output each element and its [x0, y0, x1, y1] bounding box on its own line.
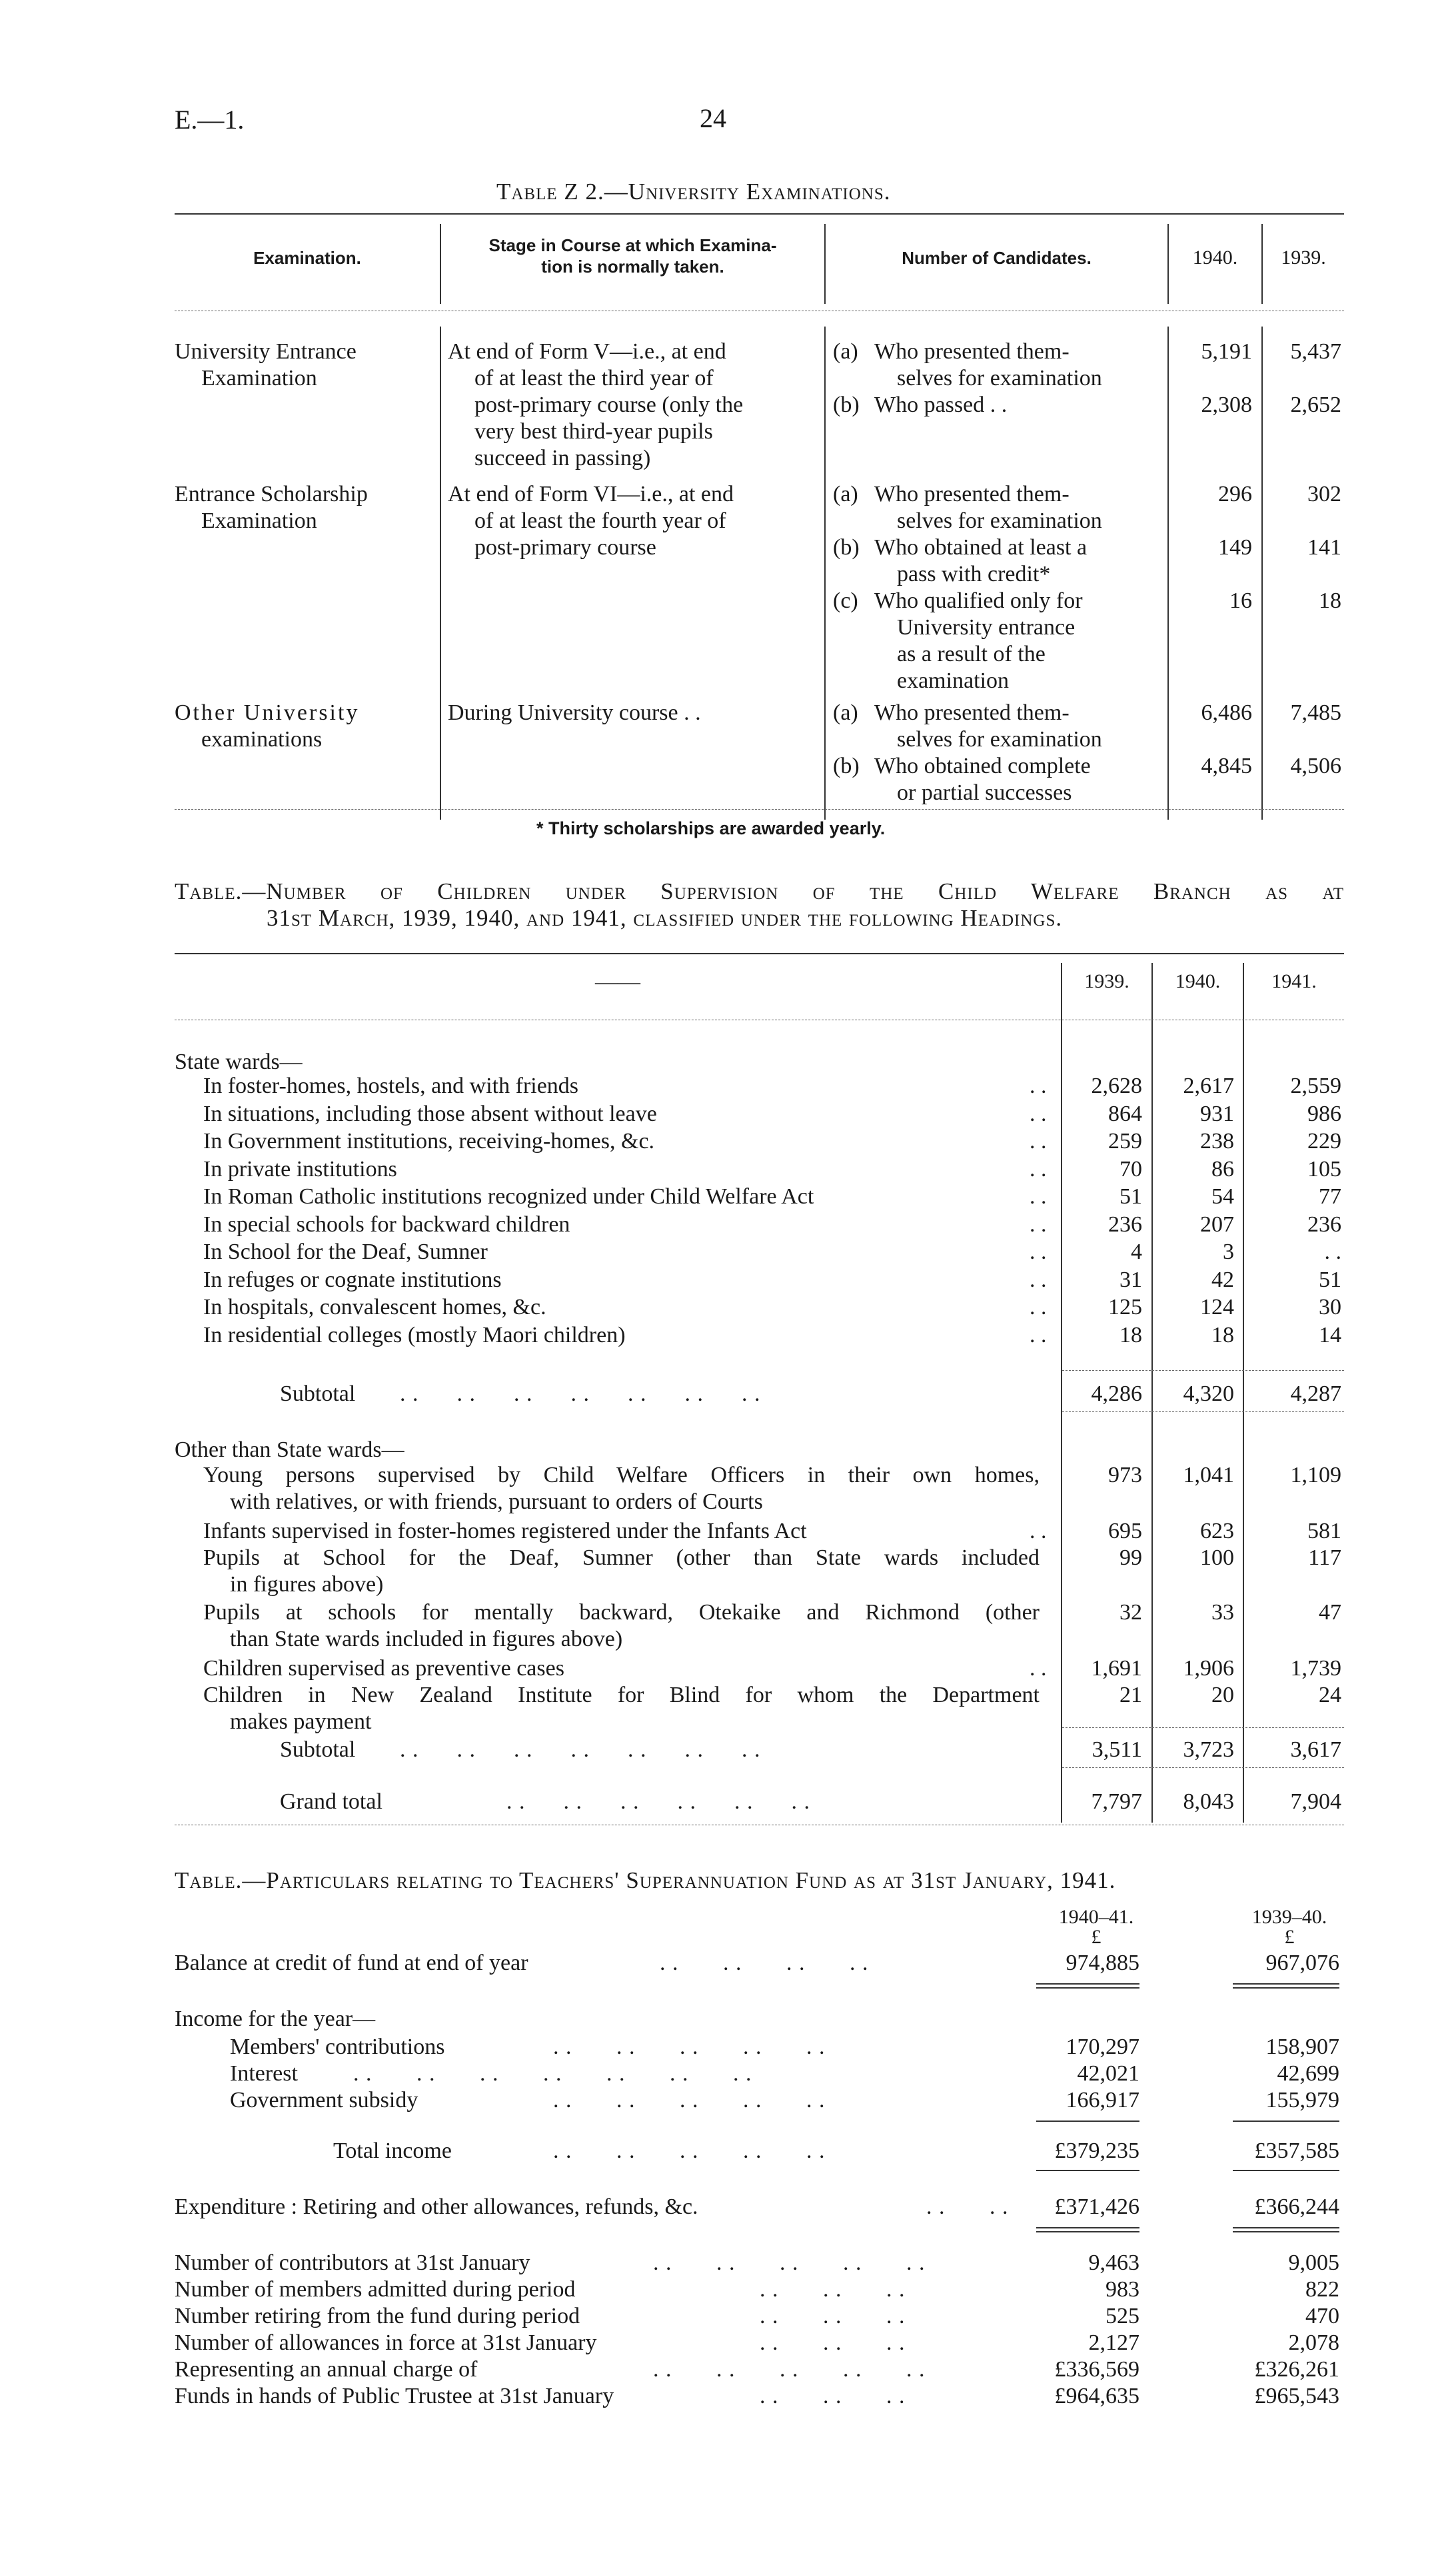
- leader-dots: . .: [1030, 1295, 1047, 1319]
- leader-dots: . .: [1030, 1519, 1047, 1543]
- row-label: In private institutions: [203, 1157, 397, 1182]
- value-1940: 2,308: [1201, 393, 1252, 417]
- table-z2-footnote: * Thirty scholarships are awarded yearly.: [536, 818, 886, 838]
- row-label: In foster-homes, hostels, and with friends: [203, 1074, 579, 1098]
- leader-dots: . . . . . . . . . .: [553, 2088, 826, 2113]
- value-1941: 51: [1319, 1268, 1341, 1292]
- row-label: Interest: [230, 2061, 298, 2086]
- value-1939: 302: [1307, 482, 1341, 506]
- double-rule: [1036, 1983, 1139, 1985]
- value-1939-40: £357,585: [1254, 2138, 1339, 2163]
- leader-dots: . .: [1030, 1323, 1047, 1347]
- exam-name-line: examinations: [201, 727, 323, 752]
- value-1940: 3: [1223, 1240, 1234, 1264]
- item-label: (c): [833, 588, 858, 613]
- item-text-line: Who obtained at least a: [874, 535, 1088, 560]
- row-label-line: Children supervised as preventive cases: [203, 1656, 564, 1681]
- col-header-1941: 1941.: [1271, 970, 1317, 992]
- leader-dots: . .: [1030, 1268, 1047, 1292]
- item-label: (b): [833, 754, 860, 778]
- item-text: [874, 481, 1102, 534]
- value-1940: 238: [1200, 1129, 1234, 1154]
- child-welfare-title-line1: Table.—Number of Children under Supervision of the Child Welfare Branch as at: [175, 878, 1344, 904]
- item-text-line: as a result of the: [897, 642, 1046, 666]
- value-1939: 1,691: [1091, 1656, 1142, 1681]
- row-label-line: Pupils at School for the Deaf, Sumner (other than State wards included: [203, 1545, 1040, 1570]
- exam-row-1: [175, 339, 357, 392]
- col-header-1940: 1940.: [1175, 970, 1221, 992]
- row-label: In residential colleges (mostly Maori children): [203, 1323, 626, 1347]
- leader-dots: . .: [1030, 1212, 1047, 1237]
- value-1939: 7,485: [1290, 700, 1341, 725]
- item-text-line: selves for examination: [897, 727, 1102, 752]
- value-1941: 986: [1307, 1102, 1341, 1126]
- page-ref: E.—1.: [175, 105, 245, 135]
- row-label: In refuges or cognate institutions: [203, 1268, 502, 1292]
- exam-row-2: [175, 481, 368, 534]
- leader-dots: . . . . . . . .: [660, 1951, 869, 1975]
- col-header-1939-40: 1939–40.: [1251, 1906, 1327, 1928]
- single-rule: [1036, 2170, 1139, 2171]
- leader-dots: . . . . . . . . . . . . . .: [353, 2061, 752, 2086]
- value-1940: 124: [1200, 1295, 1234, 1319]
- stage-row-1: [448, 339, 743, 472]
- leader-dots: . .: [1030, 1656, 1047, 1681]
- col-header-1939: 1939.: [1281, 247, 1326, 269]
- value-1940-41: 983: [1105, 2277, 1139, 2302]
- leader-dots: . . . . . .: [760, 2304, 906, 2328]
- item-label: (a): [833, 482, 858, 506]
- value-1940: 20: [1211, 1683, 1234, 1707]
- single-rule: [1233, 2121, 1339, 2122]
- item-text: [874, 588, 1083, 694]
- row-label-line: Infants supervised in foster-homes registered under the Infants Act: [203, 1519, 807, 1543]
- value-1940-41: 2,127: [1088, 2330, 1139, 2355]
- income-heading: Income for the year—: [175, 2007, 376, 2031]
- stage-line: very best third-year pupils: [474, 419, 713, 444]
- row-label: Number of allowances in force at 31st January: [175, 2330, 597, 2355]
- value-1940: 42: [1211, 1268, 1234, 1292]
- value-1939: 18: [1319, 588, 1341, 613]
- state-subtotal-1941: 4,287: [1290, 1381, 1341, 1406]
- grand-total-1941: 7,904: [1290, 1789, 1341, 1814]
- item-text-line: or partial successes: [897, 780, 1072, 805]
- value-1940: 6,486: [1201, 700, 1252, 725]
- subtotal-label: Subtotal: [280, 1737, 356, 1762]
- row-label: Total income: [333, 2138, 452, 2163]
- value-1941: 105: [1307, 1157, 1341, 1182]
- stage-line: of at least the third year of: [474, 366, 714, 391]
- value-1941: 30: [1319, 1295, 1341, 1319]
- grand-total-label: Grand total: [280, 1789, 382, 1814]
- item-text: [874, 753, 1091, 806]
- col-header-1939: 1939.: [1084, 970, 1129, 992]
- exam-name-line: University Entrance: [175, 339, 357, 364]
- grand-total-1939: 7,797: [1091, 1789, 1142, 1814]
- exam-name-line: Examination: [201, 508, 317, 533]
- other-subtotal-1939: 3,511: [1092, 1737, 1142, 1762]
- other-subtotal-1940: 3,723: [1183, 1737, 1234, 1762]
- item-text: [874, 534, 1087, 588]
- value-1941: 77: [1319, 1184, 1341, 1209]
- value-1940: 18: [1211, 1323, 1234, 1347]
- row-label: Representing an annual charge of: [175, 2357, 478, 2382]
- double-rule: [1036, 1987, 1139, 1989]
- exam-name-line: Entrance Scholarship: [175, 482, 368, 506]
- stage-line: At end of Form VI—i.e., at end: [448, 482, 734, 506]
- value-1939: 2,652: [1290, 393, 1341, 417]
- stage-row-2: [448, 481, 734, 561]
- value-1939: 236: [1108, 1212, 1142, 1237]
- value-1940: 100: [1200, 1545, 1234, 1570]
- value-1939-40: £965,543: [1254, 2384, 1339, 2408]
- leader-dots: . . . . . . . . . .: [653, 2250, 926, 2275]
- row-label: Funds in hands of Public Trustee at 31st January: [175, 2384, 614, 2408]
- col-header-blank: ——: [595, 970, 640, 994]
- row-label: Members' contributions: [230, 2035, 445, 2059]
- table-z2-title: Table Z 2.—University Examinations.: [496, 179, 891, 205]
- value-1941: . .: [1324, 1240, 1341, 1264]
- item-text-line: Who presented them-: [874, 700, 1070, 725]
- value-1940: 207: [1200, 1212, 1234, 1237]
- value-1940: 1,906: [1183, 1656, 1234, 1681]
- value-1940: 33: [1211, 1600, 1234, 1625]
- leader-dots: . .: [1030, 1129, 1047, 1154]
- value-1940-41: 974,885: [1066, 1951, 1139, 1975]
- row-label-line: Young persons supervised by Child Welfare Officers in their own homes,: [203, 1463, 1040, 1487]
- value-1941: 117: [1308, 1545, 1341, 1570]
- leader-dots: . .: [1030, 1102, 1047, 1126]
- value-1939: 31: [1119, 1268, 1142, 1292]
- stage-line: During University course . .: [448, 700, 701, 725]
- state-subtotal-1940: 4,320: [1183, 1381, 1234, 1406]
- value-1940: 54: [1211, 1184, 1234, 1209]
- value-1940: 16: [1229, 588, 1252, 613]
- row-label: Government subsidy: [230, 2088, 418, 2113]
- state-subtotal-1939: 4,286: [1091, 1381, 1142, 1406]
- row-label-line: Children in New Zealand Institute for Blind for whom the Department: [203, 1683, 1040, 1707]
- value-1939: 21: [1119, 1683, 1142, 1707]
- other-wards-heading: Other than State wards—: [175, 1437, 404, 1462]
- exam-row-3: [175, 700, 359, 753]
- item-text-line: Who presented them-: [874, 482, 1070, 506]
- col-header-stage-line2: tion is normally taken.: [541, 257, 724, 277]
- value-1940: 296: [1218, 482, 1252, 506]
- value-1940-41: 170,297: [1066, 2035, 1139, 2059]
- value-1940-41: 42,021: [1077, 2061, 1139, 2086]
- item-text-line: selves for examination: [897, 366, 1102, 391]
- item-label: (a): [833, 700, 858, 725]
- double-rule: [1036, 2227, 1139, 2228]
- row-label: Number of contributors at 31st January: [175, 2250, 530, 2275]
- item-text-line: Who passed . .: [874, 393, 1008, 417]
- value-1939: 141: [1307, 535, 1341, 560]
- value-1941: 581: [1307, 1519, 1341, 1543]
- value-1939-40: £326,261: [1254, 2357, 1339, 2382]
- value-1939: 4,506: [1290, 754, 1341, 778]
- child-welfare-title-line2: 31st March, 1939, 1940, and 1941, classified under the following Headings.: [267, 905, 1063, 931]
- value-1939-40: £366,244: [1254, 2194, 1339, 2219]
- value-1939-40: 967,076: [1265, 1951, 1339, 1975]
- value-1940-41: 166,917: [1066, 2088, 1139, 2113]
- item-text: [874, 700, 1102, 753]
- value-1940-41: £371,426: [1054, 2194, 1139, 2219]
- row-label: In Government institutions, receiving-homes, &c.: [203, 1129, 655, 1154]
- value-1939: 2,628: [1091, 1074, 1142, 1098]
- leader-dots: . . . .: [926, 2194, 1009, 2219]
- superannuation-title: Table.—Particulars relating to Teachers' Superannuation Fund as at 31st January, 1941.: [175, 1867, 1116, 1893]
- stage-line: post-primary course (only the: [474, 393, 744, 417]
- value-1940-41: £336,569: [1054, 2357, 1139, 2382]
- row-label-line: than State wards included in figures above): [230, 1627, 623, 1651]
- state-wards-heading: State wards—: [175, 1050, 303, 1074]
- row-label: Expenditure : Retiring and other allowances, refunds, &c.: [175, 2194, 698, 2219]
- value-1939: 259: [1108, 1129, 1142, 1154]
- value-1941: 2,559: [1290, 1074, 1341, 1098]
- leader-dots: . . . . . .: [760, 2277, 906, 2302]
- value-1939: 5,437: [1290, 339, 1341, 364]
- item-text: [874, 339, 1102, 392]
- value-1939: 99: [1119, 1545, 1142, 1570]
- value-1939: 973: [1108, 1463, 1142, 1487]
- leader-dots: . .: [1030, 1184, 1047, 1209]
- leader-dots: . . . . . .: [760, 2384, 906, 2408]
- value-1939: 4: [1131, 1240, 1142, 1264]
- value-1939-40: 822: [1305, 2277, 1339, 2302]
- value-1939: 125: [1108, 1295, 1142, 1319]
- item-label: (b): [833, 393, 860, 417]
- stage-line: At end of Form V—i.e., at end: [448, 339, 726, 364]
- item-text-line: Who qualified only for: [874, 588, 1083, 613]
- col-header-candidates: Number of Candidates.: [902, 248, 1092, 268]
- item-text-line: Who presented them-: [874, 339, 1070, 364]
- value-1939-40: 470: [1305, 2304, 1339, 2328]
- value-1939-40: 2,078: [1288, 2330, 1339, 2355]
- value-1940-41: 525: [1105, 2304, 1139, 2328]
- row-label: Number retiring from the fund during period: [175, 2304, 580, 2328]
- leader-dots: . .: [1030, 1074, 1047, 1098]
- double-rule: [1233, 2227, 1339, 2228]
- stage-line: post-primary course: [474, 535, 656, 560]
- leader-dots: . . . . . . . . . .: [553, 2138, 826, 2163]
- col-header-unit: £: [1091, 1926, 1101, 1948]
- value-1939: 864: [1108, 1102, 1142, 1126]
- row-label: In special schools for backward children: [203, 1212, 570, 1237]
- exam-name-line: Other University: [175, 700, 360, 725]
- value-1940-41: £964,635: [1054, 2384, 1139, 2408]
- value-1940: 623: [1200, 1519, 1234, 1543]
- col-header-stage: [441, 235, 824, 277]
- item-text-line: pass with credit*: [897, 562, 1051, 586]
- value-1939: 51: [1119, 1184, 1142, 1209]
- value-1939-40: 158,907: [1265, 2035, 1339, 2059]
- value-1941: 1,739: [1290, 1656, 1341, 1681]
- row-label: Balance at credit of fund at end of year: [175, 1951, 528, 1975]
- other-subtotal-1941: 3,617: [1290, 1737, 1341, 1762]
- col-header-1940-41: 1940–41.: [1058, 1906, 1134, 1928]
- value-1940: 4,845: [1201, 754, 1252, 778]
- item-text-line: Who obtained complete: [874, 754, 1091, 778]
- leader-dots: . . . . . .: [760, 2330, 906, 2355]
- value-1940: 2,617: [1183, 1074, 1234, 1098]
- value-1939: 70: [1119, 1157, 1142, 1182]
- row-label: In hospitals, convalescent homes, &c.: [203, 1295, 546, 1319]
- subtotal-label: Subtotal: [280, 1381, 356, 1406]
- item-text-line: University entrance: [897, 615, 1076, 640]
- value-1940: 931: [1200, 1102, 1234, 1126]
- double-rule: [1233, 1987, 1339, 1989]
- single-rule: [1036, 2121, 1139, 2122]
- value-1940: 5,191: [1201, 339, 1252, 364]
- leader-dots: . . . . . . . . . . . . . .: [400, 1737, 761, 1762]
- value-1941: 1,109: [1290, 1463, 1341, 1487]
- value-1940-41: £379,235: [1054, 2138, 1139, 2163]
- value-1940: 86: [1211, 1157, 1234, 1182]
- leader-dots: . . . . . . . . . .: [553, 2035, 826, 2059]
- row-label: In situations, including those absent without leave: [203, 1102, 657, 1126]
- col-header-unit: £: [1284, 1926, 1295, 1948]
- row-label-line: in figures above): [230, 1572, 384, 1597]
- stage-line: succeed in passing): [474, 446, 651, 470]
- value-1941: 14: [1319, 1323, 1341, 1347]
- value-1941: 236: [1307, 1212, 1341, 1237]
- double-rule: [1233, 1983, 1339, 1985]
- leader-dots: . . . . . . . . . .: [653, 2357, 926, 2382]
- grand-total-1940: 8,043: [1183, 1789, 1234, 1814]
- leader-dots: . .: [1030, 1240, 1047, 1264]
- value-1939-40: 42,699: [1277, 2061, 1339, 2086]
- double-rule: [1036, 2231, 1139, 2232]
- value-1940: 149: [1218, 535, 1252, 560]
- col-header-stage-line1: Stage in Course at which Examina-: [488, 235, 777, 255]
- value-1941: 229: [1307, 1129, 1341, 1154]
- item-text-line: examination: [897, 668, 1010, 693]
- value-1940: 1,041: [1183, 1463, 1234, 1487]
- item-label: (a): [833, 339, 858, 364]
- item-label: (b): [833, 535, 860, 560]
- value-1939-40: 155,979: [1265, 2088, 1339, 2113]
- value-1939: 32: [1119, 1600, 1142, 1625]
- value-1941: 47: [1319, 1600, 1341, 1625]
- value-1939: 18: [1119, 1323, 1142, 1347]
- single-rule: [1233, 2170, 1339, 2171]
- col-header-examination: Examination.: [253, 248, 361, 268]
- row-label-line: makes payment: [230, 1709, 372, 1734]
- col-header-1940: 1940.: [1192, 247, 1238, 269]
- page-number: 24: [700, 103, 726, 133]
- value-1939-40: 9,005: [1288, 2250, 1339, 2275]
- row-label: Number of members admitted during period: [175, 2277, 576, 2302]
- stage-line: of at least the fourth year of: [474, 508, 726, 533]
- row-label: In School for the Deaf, Sumner: [203, 1240, 488, 1264]
- row-label: In Roman Catholic institutions recognized under Child Welfare Act: [203, 1184, 814, 1209]
- leader-dots: . . . . . . . . . . . . . .: [400, 1381, 761, 1406]
- leader-dots: . . . . . . . . . . . .: [506, 1789, 810, 1814]
- exam-name-line: Examination: [201, 366, 317, 391]
- row-label-line: with relatives, or with friends, pursuant to orders of Courts: [230, 1489, 763, 1514]
- value-1941: 24: [1319, 1683, 1341, 1707]
- value-1939: 695: [1108, 1519, 1142, 1543]
- leader-dots: . .: [1030, 1157, 1047, 1182]
- value-1940-41: 9,463: [1088, 2250, 1139, 2275]
- double-rule: [1233, 2231, 1339, 2232]
- row-label-line: Pupils at schools for mentally backward, Otekaike and Richmond (other: [203, 1600, 1040, 1625]
- item-text-line: selves for examination: [897, 508, 1102, 533]
